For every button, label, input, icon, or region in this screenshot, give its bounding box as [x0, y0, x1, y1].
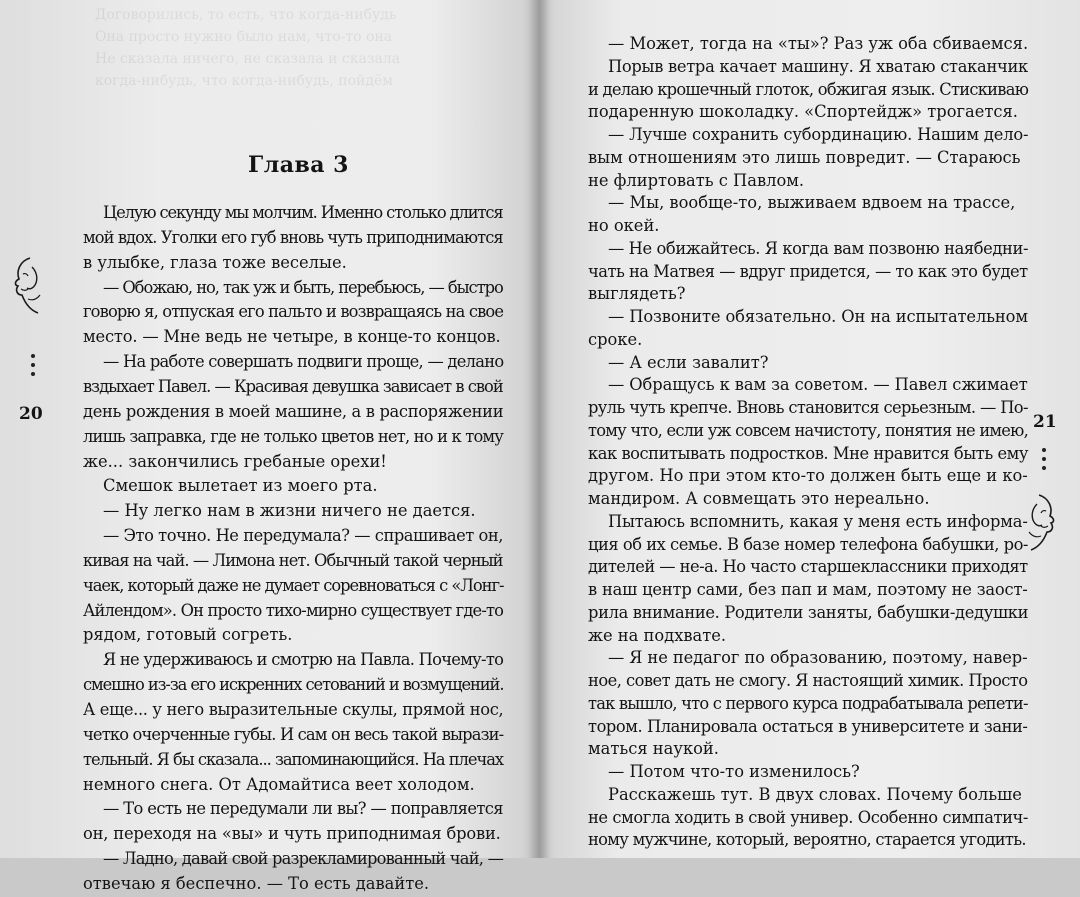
text-line: немного снега. От Адомайтиса веет холодом. — [83, 774, 475, 794]
text-line: лишь заправка, где не только цветов нет, но и к тому — [83, 426, 504, 446]
text-line: говорю я, отпуская его пальто и возвращаясь на свое — [83, 302, 504, 322]
text-line: А еще... у него выразительные скулы, прямой нос, — [83, 700, 504, 719]
text-line: как воспитывать подростков. Мне нравится быть ему — [588, 443, 1029, 463]
text-line: — Я не педагог по образованию, поэтому, навер- — [608, 648, 1028, 668]
text-line: отвечаю я беспечно. — То есть давайте. — [83, 873, 430, 893]
text-line: четко очерченные губы. И сам он весь такой вырази- — [83, 724, 504, 744]
text-line: — Мы, вообще-то, выживаем вдвоем на трассе, — [608, 193, 1016, 213]
text-line: же на подхвате. — [588, 625, 727, 645]
dot — [31, 363, 35, 367]
text-line: подаренную шоколадку. «Спортейдж» трогается. — [588, 102, 1018, 122]
text-line: Я не удерживаюсь и смотрю на Павла. Почему-то — [103, 650, 504, 670]
ornament-dots — [1042, 448, 1048, 475]
text-line: ному мужчине, который, вероятно, старается угодить. — [588, 830, 1026, 850]
text-line: кивая на чай. — Лимона нет. Обычный такой черный — [83, 550, 503, 570]
text-line: — Может, тогда на «ты»? Раз уж оба сбиваемся. — [608, 34, 1029, 53]
text-line: же... закончились гребаные орехи! — [83, 451, 387, 471]
text-line: — Потом что-то изменилось? — [608, 762, 860, 781]
text-line: не смогла ходить в свой универ. Особенно симпатич- — [588, 807, 1028, 827]
text-line: дителей — не-а. Но часто старшеклассники приходят — [588, 557, 1028, 577]
text-line: — А если завалит? — [608, 352, 769, 372]
text-line: Пытаюсь вспомнить, какая у меня есть информа- — [608, 511, 1028, 531]
text-line: выглядеть? — [588, 284, 686, 304]
text-line: — На работе совершать подвиги проще, — делано — [103, 352, 504, 372]
text-line: не флиртовать с Павлом. — [588, 170, 805, 190]
show-through-line: Договорились, то есть, что когда-нибудь — [95, 7, 397, 23]
text-line: — Это точно. Не передумала? — спрашивает он, — [103, 526, 504, 546]
page-number-left: 20 — [19, 404, 43, 424]
chapter-title: Глава 3 — [248, 152, 349, 178]
text-line: мандиром. А совмещать это нереально. — [588, 489, 930, 508]
left-page — [0, 0, 538, 893]
text-line: — Лучше сохранить субординацию. Нашим дело- — [608, 125, 1029, 144]
text-line: другом. Но при этом кто-то должен быть еще и ко- — [588, 466, 1028, 486]
text-line: рила внимание. Родители заняты, бабушки-дедушки — [588, 602, 1029, 622]
text-line: день рождения в моей машине, а в распоряжении — [83, 401, 504, 421]
show-through-line: Она просто нужно было нам, что-то она — [95, 29, 393, 45]
dot — [1042, 448, 1046, 452]
text-line: в улыбке, глаза тоже веселые. — [83, 252, 347, 272]
dot — [31, 354, 35, 358]
text-line: Айлендом». Он просто тихо-мирно существует где-то — [83, 600, 504, 620]
text-line: — То есть не передумали ли вы? — поправляется — [103, 799, 503, 819]
text-line: но окей. — [588, 216, 660, 235]
text-line: ция об их семье. В базе номер телефона бабушки, ро- — [588, 534, 1028, 554]
text-line: Целую секунду мы молчим. Именно столько длится — [103, 203, 503, 222]
text-line: Порыв ветра качает машину. Я хватаю стаканчик — [608, 56, 1028, 76]
text-line: место. — Мне ведь не четыре, в конце-то концов. — [83, 327, 501, 347]
ornament-dots — [31, 354, 37, 381]
text-line: в наш центр сами, без пап и мам, поэтому не заост- — [588, 580, 1028, 599]
text-line: он, переходя на «вы» и чуть приподнимая брови. — [83, 824, 501, 844]
text-line: — Обожаю, но, так уж и быть, перебьюсь, — быстро — [103, 277, 503, 297]
text-line: сроке. — [588, 329, 643, 349]
text-line: ное, совет дать не смогу. Я настоящий химик. Просто — [588, 671, 1028, 690]
text-line: — Ладно, давай свой разрекламированный чай, — — [103, 849, 504, 869]
face-ornament-icon — [8, 255, 46, 317]
show-through-line: Не сказала ничего, не сказала и сказала — [95, 51, 401, 67]
text-line: вздыхает Павел. — Красивая девушка зависает в свой — [83, 376, 503, 396]
text-line: Смешок вылетает из моего рта. — [103, 476, 378, 496]
text-line: так вышло, что с первого курса подрабатывала репети- — [588, 693, 1028, 713]
text-line: Расскажешь тут. В двух словах. Почему больше — [608, 784, 1022, 804]
gutter-shadow — [528, 0, 550, 858]
right-page — [538, 0, 1080, 858]
show-through-line: когда-нибудь, что когда-нибудь, пойдём — [95, 73, 394, 89]
text-line: вым отношениям это лишь повредит. — Стараюсь — [588, 147, 1021, 167]
text-line: тором. Планировала остаться в университете и зани- — [588, 716, 1028, 736]
text-line: тому что, если уж совсем начистоту, понятия не имею, — [588, 420, 1028, 440]
dot — [1042, 457, 1046, 461]
text-line: чать на Матвея — вдруг придется, — то как это будет — [588, 261, 1028, 281]
text-line: маться наукой. — [588, 739, 719, 759]
text-line: мой вдох. Уголки его губ вновь чуть приподнимаются — [83, 227, 503, 247]
text-line: и делаю крошечный глоток, обжигая язык. Стискиваю — [588, 79, 1029, 99]
dot — [31, 372, 35, 376]
text-line: — Не обижайтесь. Я когда вам позвоню наябедни- — [608, 238, 1029, 258]
text-line: — Позвоните обязательно. Он на испытательном — [608, 307, 1028, 326]
text-line: — Обращусь к вам за советом. — Павел сжимает — [608, 375, 1028, 395]
show-through-text — [95, 4, 515, 92]
dot — [1042, 466, 1046, 470]
face-ornament-icon — [1023, 492, 1061, 554]
page-number-right: 21 — [1033, 412, 1057, 432]
text-line: чаек, который даже не думает соревноваться с «Лонг- — [83, 575, 504, 595]
text-line: руль чуть крепче. Вновь становится серьезным. — По- — [588, 398, 1028, 417]
text-line: тельный. Я бы сказала... запоминающийся. На плечах — [83, 749, 504, 769]
text-line: рядом, готовый согреть. — [83, 625, 293, 645]
text-line: — Ну легко нам в жизни ничего не дается. — [103, 501, 476, 521]
text-line: смешно из-за его искренних сетований и возмущений. — [83, 675, 504, 695]
